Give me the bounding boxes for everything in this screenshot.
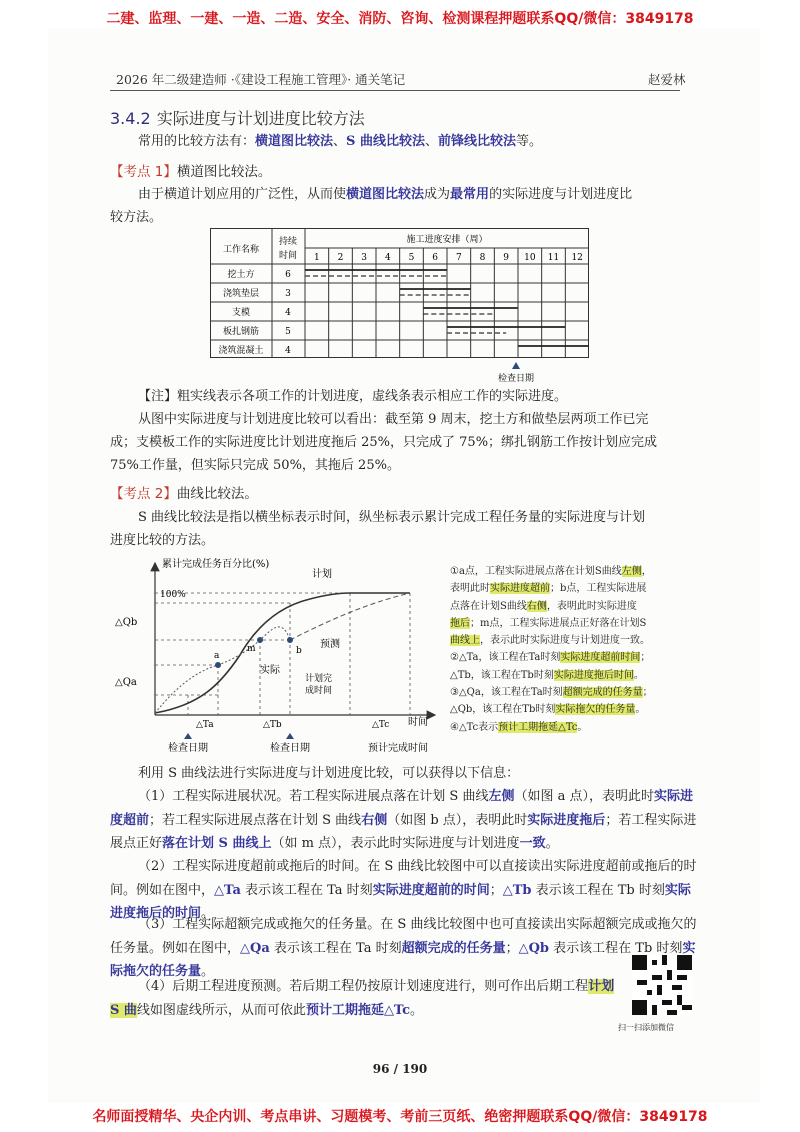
gantt-header-duration-2: 时间 bbox=[278, 251, 298, 261]
gantt-week-6: 6 bbox=[432, 253, 439, 263]
item-1: （1）工程实际进展状况。若工程实际进展点落在计划 S 曲线左侧（如图 a 点），表明此时实际进度超前；若工程实际进展点落在计划 S 曲线右侧（如图 b 点），表明此时实际进度拖后；若工程实际进展点正好落在计划 S 曲线上（如 m 点），表示此时实际进度与计划进度一致。 bbox=[110, 789, 697, 851]
qr-code-icon bbox=[632, 955, 692, 1015]
top-banner: 二建、监理、一建、一造、二造、安全、消防、咨询、检测课程押题联系QQ/微信：3849178 bbox=[106, 11, 694, 27]
label-delta-ta: △Ta bbox=[196, 720, 214, 730]
gantt-row-duration: 5 bbox=[285, 327, 291, 337]
paragraph-2-line-3: 75%工作量，但实际只完成 50%，其拖后 25%。 bbox=[110, 458, 400, 473]
gantt-week-9: 9 bbox=[503, 253, 510, 263]
gantt-week-12: 12 bbox=[571, 253, 583, 263]
paragraph-3-line-2: 进度比较的方法。 bbox=[110, 533, 215, 548]
side-note-line: △Qb，该工程在Tb时刻实际拖欠的任务量。 bbox=[450, 704, 646, 716]
label-check-date-2: 检查日期 bbox=[270, 743, 310, 754]
paragraph-3-line-1: S 曲线比较法是指以横坐标表示时间，纵坐标表示累计完成工程任务量的实际进度与计划 bbox=[138, 510, 646, 525]
label-delta-qb: △Qb bbox=[115, 617, 138, 628]
label-delta-tc: △Tc bbox=[372, 720, 390, 730]
label-forecast-done: 预计完成时间 bbox=[368, 743, 428, 754]
gantt-header-name: 工作名称 bbox=[222, 245, 260, 255]
gantt-row-duration: 4 bbox=[285, 346, 291, 356]
gantt-note: 【注】粗实线表示各项工作的计划进度，虚线条表示相应工作的实际进度。 bbox=[138, 389, 568, 404]
s-curve-chart bbox=[110, 555, 450, 755]
gantt-row-duration: 3 bbox=[285, 289, 291, 299]
label-a: a bbox=[214, 651, 220, 661]
paragraph-2-line-1: 从图中实际进度与计划进度比较可以看出：截至第 9 周末，挖土方和做垫层两项工作已完 bbox=[138, 412, 649, 427]
side-note-line: △Tb，该工程在Tb时刻实际进度拖后时间。 bbox=[450, 669, 644, 681]
label-delta-qa: △Qa bbox=[115, 677, 137, 688]
gantt-week-2: 2 bbox=[337, 253, 344, 263]
label-planned-done-1: 计划完 bbox=[305, 674, 333, 684]
side-note-line: ④△Tc表示预计工期拖延△Tc。 bbox=[450, 721, 588, 733]
gantt-row-name: 挖土方 bbox=[227, 270, 255, 280]
check-marker-2 bbox=[286, 733, 294, 739]
s-curve-side-note bbox=[450, 563, 695, 736]
gantt-week-5: 5 bbox=[408, 253, 415, 263]
gantt-row-duration: 4 bbox=[285, 308, 291, 318]
gantt-week-7: 7 bbox=[455, 253, 462, 263]
paragraph-2-line-2: 成；支模板工作的实际进度比计划进度拖后 25%，只完成了 75%；绑扎钢筋工作按计划应完成 bbox=[110, 435, 658, 450]
gantt-row-duration: 6 bbox=[285, 270, 291, 280]
running-header-right: 赵爱林 bbox=[648, 72, 686, 87]
label-forecast: 预测 bbox=[320, 639, 340, 650]
label-b: b bbox=[296, 646, 302, 656]
side-note-line: ①a点，工程实际进展点落在计划S曲线左侧， bbox=[450, 566, 652, 577]
gantt-week-1: 1 bbox=[313, 253, 320, 263]
paragraph-1: 由于横道计划应用的广泛性，从而使横道图比较法成为最常用的实际进度与计划进度比 bbox=[138, 187, 633, 202]
gantt-row-name: 支模 bbox=[231, 308, 251, 318]
side-note-line: ③△Qa，该工程在Ta时刻超额完成的任务量； bbox=[450, 687, 653, 699]
label-planned-done-2: 成时间 bbox=[305, 686, 333, 696]
y-axis-label: 累计完成任务百分比(%) bbox=[162, 559, 270, 570]
bottom-banner: 名师面授精华、央企内训、考点串讲、习题模考、考前三页纸、绝密押题联系QQ/微信：3849178 bbox=[92, 1109, 708, 1125]
side-note-line: 点落在计划S曲线右侧，表明此时实际进度 bbox=[450, 600, 637, 612]
gantt-week-4: 4 bbox=[384, 253, 391, 263]
gantt-week-3: 3 bbox=[361, 253, 368, 263]
gantt-check-date-label: 检查日期 bbox=[497, 374, 535, 384]
label-delta-tb: △Tb bbox=[263, 720, 282, 730]
kaodian-1-heading: 【考点 1】横道图比较法。 bbox=[110, 164, 272, 180]
gantt-header-schedule: 施工进度安排（周） bbox=[406, 235, 488, 245]
paragraph-1-cont: 较方法。 bbox=[110, 210, 163, 225]
label-plan: 计划 bbox=[312, 569, 332, 580]
side-note-line: ②△Ta，该工程在Ta时刻实际进度超前时间； bbox=[450, 652, 651, 664]
item-2: （2）工程实际进度超前或拖后的时间。在 S 曲线比较图中可以直接读出实际进度超前或拖后的时间。例如在图中，△Ta 表示该工程在 Ta 时刻实际进度超前的时间；△Tb 表示该工程在 Tb 时刻实际进度拖后的时间。 bbox=[110, 859, 697, 921]
label-check-date-1: 检查日期 bbox=[168, 743, 208, 754]
side-note-line: 曲线上，表示此时实际进度与计划进度一致。 bbox=[450, 635, 650, 647]
gantt-row-name: 浇筑混凝土 bbox=[218, 346, 264, 356]
gantt-header-duration-1: 持续 bbox=[278, 237, 298, 247]
qr-code-label: 扫一扫添加微信 bbox=[618, 1023, 674, 1032]
label-100-percent: 100% bbox=[160, 590, 186, 600]
point-m bbox=[257, 637, 263, 643]
label-time: 时间 bbox=[408, 717, 428, 728]
section-number: 3.4.2 bbox=[110, 109, 151, 128]
section-title: 实际进度与计划进度比较方法 bbox=[156, 109, 365, 128]
gantt-week-10: 10 bbox=[524, 253, 536, 263]
point-a bbox=[215, 662, 221, 668]
label-m: m bbox=[247, 644, 256, 654]
check-date-marker bbox=[512, 362, 520, 369]
side-note-line: 表明此时实际进度超前；b点，工程实际进展 bbox=[450, 583, 647, 595]
section-heading bbox=[110, 106, 365, 129]
check-marker-1 bbox=[184, 733, 192, 739]
gantt-week-8: 8 bbox=[479, 253, 486, 263]
point-b bbox=[287, 637, 293, 643]
kaodian-2-heading: 【考点 2】曲线比较法。 bbox=[110, 486, 258, 502]
intro-paragraph: 常用的比较方法有：横道图比较法、S 曲线比较法、前锋线比较法等。 bbox=[138, 134, 543, 149]
header-rule bbox=[110, 90, 680, 91]
item-4: （4）后期工程进度预测。若后期工程仍按原计划速度进行，则可作出后期工程计划 S 曲线如图虚线所示，从而可依此预计工期拖延△Tc。 bbox=[110, 979, 615, 1018]
paragraph-4: 利用 S 曲线法进行实际进度与计划进度比较，可以获得以下信息： bbox=[138, 766, 520, 781]
side-note-line: 拖后；m点，工程实际进展点正好落在计划S bbox=[450, 617, 647, 629]
item-3: （3）工程实际超额完成或拖欠的任务量。在 S 曲线比较图中也可直接读出实际超额完成或拖欠的任务量。例如在图中，△Qa 表示该工程在 Ta 时刻超额完成的任务量；△Qb 表示该工程在 Tb 时刻实际拖欠的任务量。 bbox=[110, 917, 697, 979]
running-header-left: 2026 年二级建造师 ·《建设工程施工管理》· 通关笔记 bbox=[116, 72, 406, 87]
gantt-row-name: 板扎钢筋 bbox=[222, 327, 260, 337]
gantt-row-name: 浇筑垫层 bbox=[222, 289, 260, 299]
gantt-chart bbox=[210, 228, 600, 388]
page-number: 96 / 190 bbox=[372, 1062, 428, 1076]
gantt-week-11: 11 bbox=[547, 253, 560, 263]
label-actual: 实际 bbox=[260, 665, 280, 676]
